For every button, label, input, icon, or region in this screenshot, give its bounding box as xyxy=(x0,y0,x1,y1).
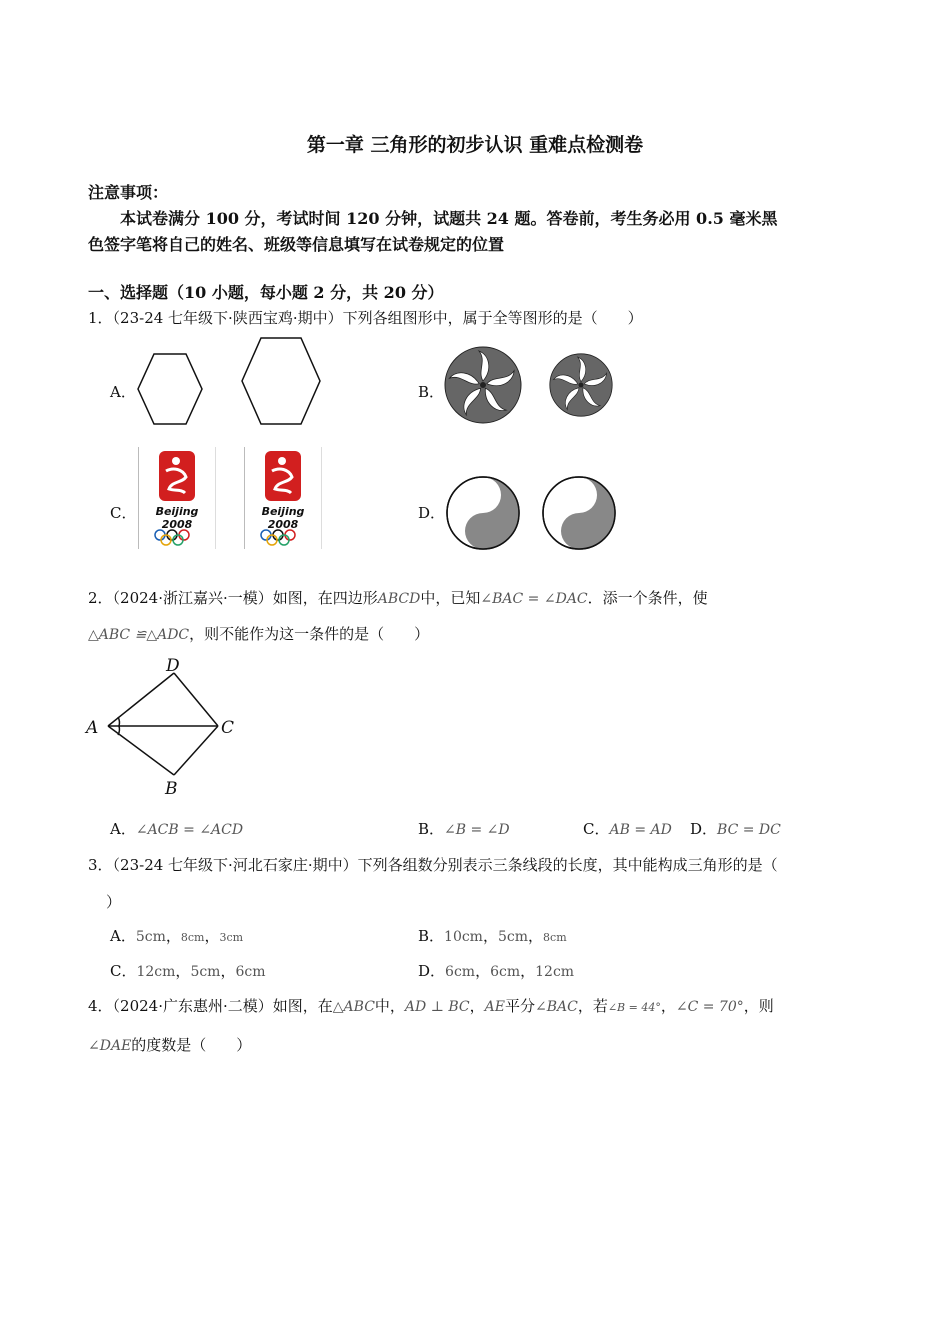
q1-yinyang-plain xyxy=(446,476,520,550)
q3-option-a-label: A． xyxy=(110,927,136,945)
section-heading: 一、选择题（10 小题，每小题 2 分，共 20 分） xyxy=(88,283,444,302)
q3-b-len3: 8cm xyxy=(543,931,567,944)
q3-d-len1: 6cm xyxy=(445,964,476,980)
q1-beijing-logo-1 xyxy=(138,447,216,549)
q2-option-a-label: A． xyxy=(110,820,136,838)
q1-hexagon-large xyxy=(241,337,321,425)
q4-stem-a: 4．（2024·广东惠州·二模）如图，在 xyxy=(88,997,333,1015)
q3-a-len3: 3cm xyxy=(219,931,244,944)
q2-option-d-label: D． xyxy=(690,820,718,838)
q3-d-len3: 12cm xyxy=(535,964,575,980)
q3-sep: ， xyxy=(165,927,181,945)
q3-sep: ， xyxy=(220,962,236,980)
q1-beijing-logo-2 xyxy=(244,447,322,549)
q1-hexagon-small xyxy=(137,353,203,425)
q3-b-len2: 5cm xyxy=(497,929,529,945)
q3-option-c-label: C． xyxy=(110,962,137,980)
page-title: 第一章 三角形的初步认识 重难点检测卷 xyxy=(306,134,644,156)
q3-a-len1: 5cm xyxy=(135,929,166,945)
q4-stem-d: ，若 xyxy=(577,997,608,1015)
q3-sep: ， xyxy=(175,962,191,980)
q2-stem-c: ．添一个条件，使 xyxy=(587,589,708,607)
q2-stem-b: 中，已知 xyxy=(420,589,481,607)
q1-option-c-label: C． xyxy=(110,504,137,522)
q1-logo-1-text: Beijing 2008 xyxy=(155,505,199,531)
q1-option-b-label: B． xyxy=(418,383,445,401)
q2-label-B: B xyxy=(165,779,178,799)
q1-bauhinia-large xyxy=(444,346,522,424)
q4-sep: ， xyxy=(469,997,485,1015)
q4-stem-b: 中， xyxy=(374,997,405,1015)
q2-congruence: △ABC ≌△ADC xyxy=(88,627,190,643)
q1-option-a-label: A． xyxy=(110,383,136,401)
notice-line2: 色签字笔将自己的姓名、班级等信息填写在试卷规定的位置 xyxy=(88,235,505,254)
q2-quad: ABCD xyxy=(377,591,421,607)
q3-sep: ， xyxy=(475,962,491,980)
q1-logo-2-text: Beijing 2008 xyxy=(261,505,305,531)
q1-option-d-label: D． xyxy=(418,504,446,522)
q3-sep: ， xyxy=(520,962,536,980)
q4-perp: AD ⊥ BC xyxy=(404,999,470,1015)
q3-c-len1: 12cm xyxy=(136,964,176,980)
q2-option-b: ∠B = ∠D xyxy=(444,822,510,838)
q1-stem: 1．（23-24 七年级下·陕西宝鸡·期中）下列各组图形中，属于全等图形的是（ ） xyxy=(88,309,643,327)
q3-sep: ， xyxy=(204,927,220,945)
q2-label-D: D xyxy=(166,656,180,676)
q4-sep: ， xyxy=(660,997,676,1015)
q3-stem: 3．（23-24 七年级下·河北石家庄·期中）下列各组数分别表示三条线段的长度，其中能构成三角形的是（ xyxy=(88,856,778,874)
q3-b-len1: 10cm xyxy=(444,929,483,945)
q4-angle-b: ∠B = 44° xyxy=(607,1001,661,1014)
q2-option-d: BC = DC xyxy=(717,822,781,838)
q4-angle-c: ∠C = 70° xyxy=(675,999,744,1015)
q2-option-a: ∠ACB = ∠ACD xyxy=(135,822,244,838)
q3-d-len2: 6cm xyxy=(490,964,521,980)
q2-option-c: AB = AD xyxy=(609,822,672,838)
q3-c-len3: 6cm xyxy=(235,964,266,980)
q3-sep: ， xyxy=(482,927,498,945)
q2-stem-d: ，则不能作为这一条件的是（ ） xyxy=(189,625,430,643)
notice-line1: 本试卷满分 100 分，考试时间 120 分钟，试题共 24 题。答卷前，考生务必用 0.5 毫米黑 xyxy=(120,209,778,228)
q3-a-len2: 8cm xyxy=(180,931,205,944)
q3-stem-end: ） xyxy=(106,893,122,911)
q3-option-b-label: B． xyxy=(418,927,445,945)
q4-stem-f: 的度数是（ ） xyxy=(131,1036,252,1054)
q3-option-d-label: D． xyxy=(418,962,446,980)
q2-condition: ∠BAC = ∠DAC xyxy=(480,591,588,607)
q4-triangle: △ABC xyxy=(332,999,375,1015)
q1-yinyang-dotted xyxy=(542,476,616,550)
q4-bac: ∠BAC xyxy=(534,999,578,1015)
q1-bauhinia-small xyxy=(549,353,613,417)
q4-stem-e: ，则 xyxy=(743,997,774,1015)
notice-heading: 注意事项： xyxy=(88,183,169,202)
q2-quadrilateral-figure xyxy=(84,654,244,799)
q2-stem-a: 2．（2024·浙江嘉兴·一模）如图，在四边形 xyxy=(88,589,378,607)
q2-option-c-label: C． xyxy=(583,820,610,838)
q3-c-len2: 5cm xyxy=(190,964,221,980)
q4-stem-c: 平分 xyxy=(504,997,535,1015)
q2-option-b-label: B． xyxy=(418,820,445,838)
q4-dae: ∠DAE xyxy=(88,1038,132,1054)
q2-label-A: A xyxy=(86,718,99,738)
q4-ae: AE xyxy=(484,999,505,1015)
q2-label-C: C xyxy=(221,718,235,738)
q3-sep: ， xyxy=(528,927,544,945)
